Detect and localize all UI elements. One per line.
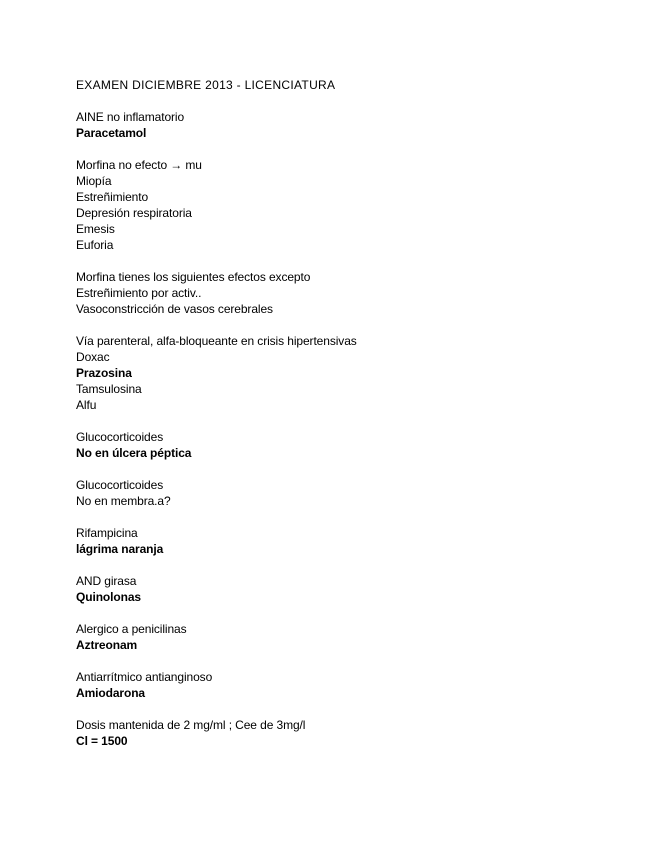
option-line: Vasoconstricción de vasos cerebrales <box>76 302 273 316</box>
option-line: Tamsulosina <box>76 382 142 396</box>
option-line: Estreñimiento por activ.. <box>76 286 202 300</box>
question-line: Morfina no efecto → mu <box>76 158 202 172</box>
answer-line: Aztreonam <box>76 638 138 652</box>
question-line: AND girasa <box>76 574 137 588</box>
question-block <box>76 109 636 141</box>
option-line: Emesis <box>76 222 115 236</box>
answer-line: Quinolonas <box>76 590 142 604</box>
question-block <box>76 429 636 461</box>
option-line: Depresión respiratoria <box>76 206 192 220</box>
question-line: Glucocorticoides <box>76 478 164 492</box>
document-title: EXAMEN DICIEMBRE 2013 - LICENCIATURA <box>76 78 336 92</box>
answer-line: No en úlcera péptica <box>76 446 192 460</box>
question-line: Vía parenteral, alfa-bloqueante en crisis hipertensivas <box>76 334 357 348</box>
question-block <box>76 621 636 653</box>
question-line: Alergico a penicilinas <box>76 622 187 636</box>
question-list <box>76 109 636 749</box>
option-line: Miopía <box>76 174 112 188</box>
question-line: AINE no inflamatorio <box>76 110 185 124</box>
question-line: Rifampicina <box>76 526 138 540</box>
option-line: Alfu <box>76 398 97 412</box>
question-block <box>76 269 636 317</box>
document-content <box>76 77 636 765</box>
answer-line: Cl = 1500 <box>76 734 128 748</box>
answer-line: lágrima naranja <box>76 542 164 556</box>
answer-line: Prazosina <box>76 366 132 380</box>
question-block <box>76 525 636 557</box>
answer-line: Amiodarona <box>76 686 146 700</box>
option-line: Doxac <box>76 350 110 364</box>
question-block <box>76 669 636 701</box>
question-block <box>76 717 636 749</box>
question-line: Morfina tienes los siguientes efectos excepto <box>76 270 311 284</box>
question-line: Glucocorticoides <box>76 430 164 444</box>
question-block <box>76 573 636 605</box>
question-line: Antiarrítmico antianginoso <box>76 670 213 684</box>
option-line: No en membra.a? <box>76 494 171 508</box>
question-block <box>76 333 636 413</box>
option-line: Estreñimiento <box>76 190 149 204</box>
question-block <box>76 477 636 509</box>
question-line: Dosis mantenida de 2 mg/ml ; Cee de 3mg/l <box>76 718 306 732</box>
option-line: Euforia <box>76 238 114 252</box>
answer-line: Paracetamol <box>76 126 147 140</box>
question-block <box>76 157 636 253</box>
